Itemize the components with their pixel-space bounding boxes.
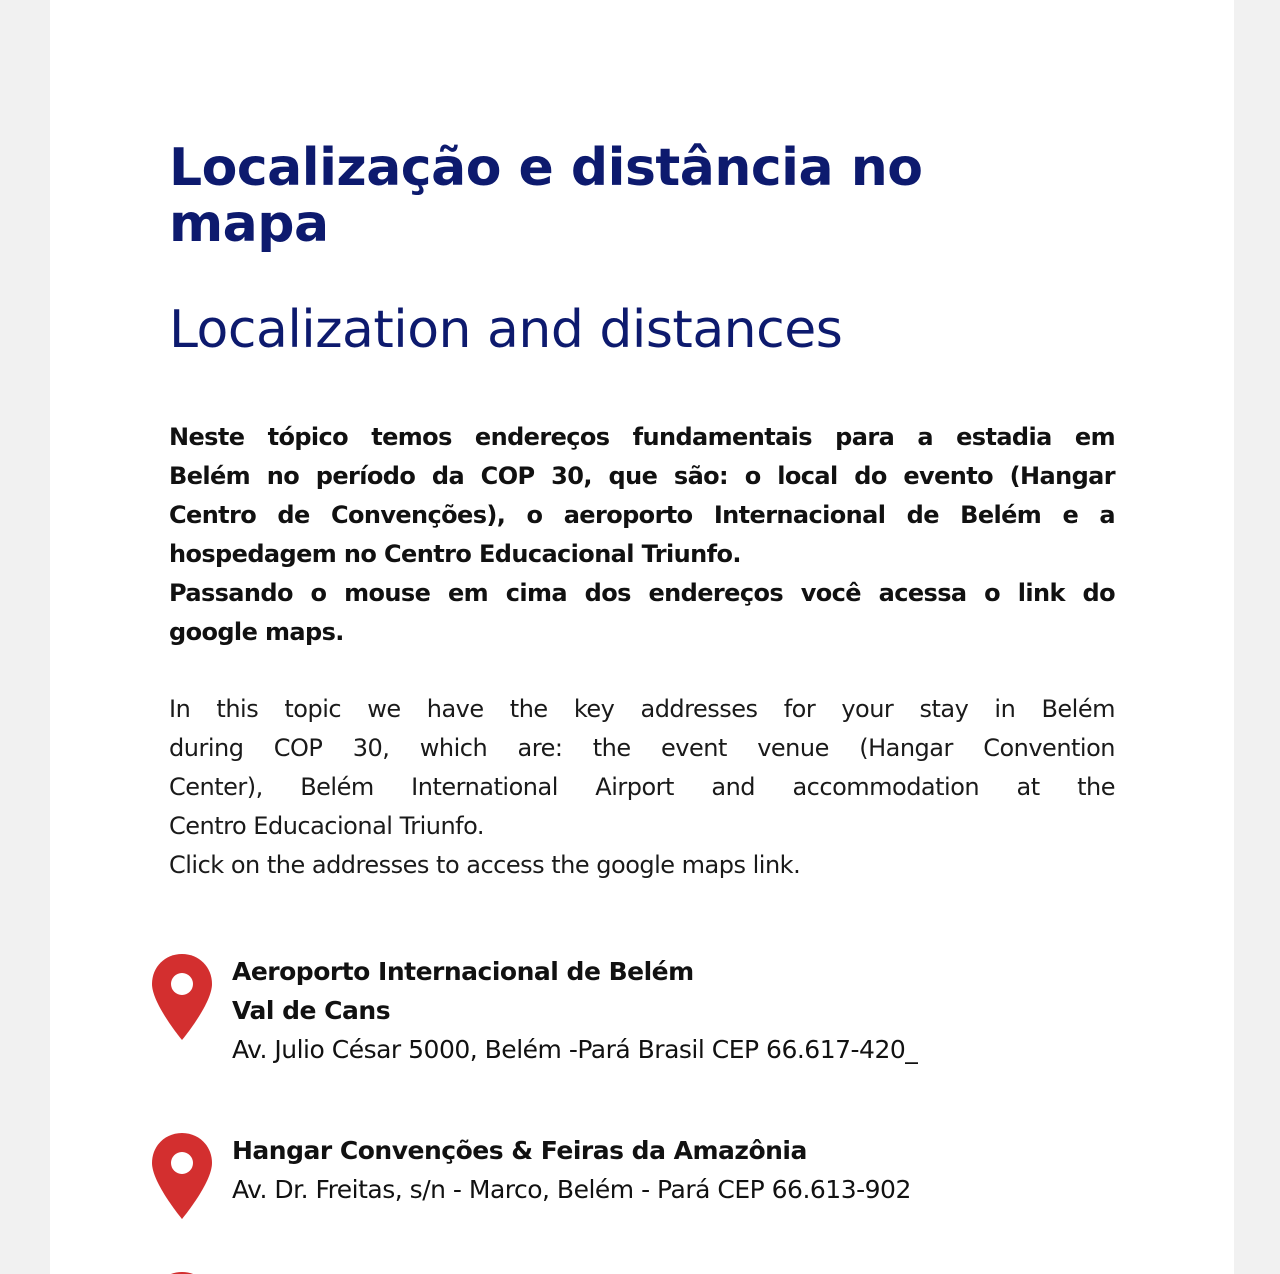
intro-pt-line: google maps. <box>169 618 344 646</box>
intro-en-line: Centro Educacional Triunfo. <box>169 812 484 840</box>
location-address-link[interactable]: Av. Julio César 5000, Belém -Pará Brasil CEP 66.617-420_ <box>232 1035 918 1064</box>
intro-en-line: Center), Belém International Airport and accommodation at the <box>169 773 1115 801</box>
intro-en-line: during COP 30, which are: the event venue (Hangar Convention <box>169 734 1115 762</box>
page-title-en: Localization and distances <box>169 300 843 360</box>
location-address-link[interactable]: Av. Dr. Freitas, s/n - Marco, Belém - Pará CEP 66.613-902 <box>232 1175 911 1204</box>
intro-pt-line: hospedagem no Centro Educacional Triunfo. <box>169 540 741 568</box>
intro-pt-line: Belém no período da COP 30, que são: o local do evento (Hangar <box>169 462 1115 490</box>
location-text <box>232 1131 911 1209</box>
map-pin-icon <box>150 1131 214 1221</box>
intro-paragraph-en <box>169 690 1115 885</box>
intro-en-line: In this topic we have the key addresses for your stay in Belém <box>169 695 1115 723</box>
map-pin-icon <box>150 952 214 1042</box>
location-name: Hangar Convenções & Feiras da Amazônia <box>232 1136 807 1165</box>
intro-pt-line: Centro de Convenções), o aeroporto Internacional de Belém e a <box>169 501 1115 529</box>
intro-paragraph-pt <box>169 418 1115 652</box>
page-title-pt <box>169 140 1115 252</box>
location-name: Aeroporto Internacional de Belém <box>232 957 694 986</box>
location-text <box>232 952 917 1069</box>
document-page <box>50 0 1234 1274</box>
intro-en-line: Click on the addresses to access the google maps link. <box>169 851 801 879</box>
intro-pt-line: Neste tópico temos endereços fundamentais para a estadia em <box>169 423 1115 451</box>
location-name-line2: Val de Cans <box>232 996 391 1025</box>
map-pin-icon <box>150 1270 214 1274</box>
title-pt-line2: mapa <box>169 194 329 254</box>
intro-pt-line: Passando o mouse em cima dos endereços você acessa o link do <box>169 579 1115 607</box>
title-pt-line1: Localização e distância no <box>169 138 923 198</box>
